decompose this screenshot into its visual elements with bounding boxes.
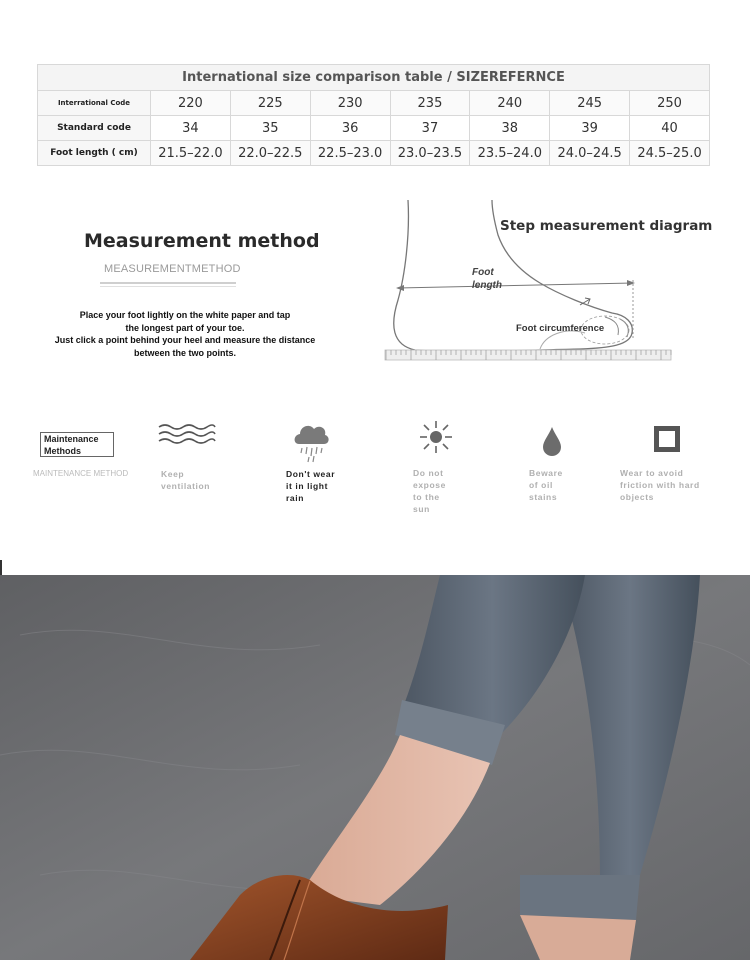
table-cell: 23.5–24.0 — [470, 141, 550, 166]
table-cell: 220 — [151, 91, 231, 116]
divider — [100, 286, 236, 287]
table-cell: 35 — [230, 116, 310, 141]
table-cell: 250 — [630, 91, 710, 116]
maintenance-title-line: Methods — [44, 446, 81, 456]
caption-line: of oil — [529, 480, 553, 490]
table-cell: 23.0–23.5 — [390, 141, 470, 166]
measurement-method-title: Measurement method — [84, 230, 320, 252]
foot-length-label — [472, 266, 502, 292]
table-cell: 225 — [230, 91, 310, 116]
foot-outline-diagram — [380, 195, 680, 370]
table-row — [38, 116, 710, 141]
caption-line: to the — [413, 492, 440, 502]
caption-line: rain — [286, 493, 304, 503]
care-caption-hard-objects — [620, 467, 700, 503]
divider — [0, 560, 2, 576]
care-caption-ventilation — [161, 468, 210, 492]
instruction-line: between the two points. — [133, 347, 236, 358]
caption-line: friction with hard — [620, 480, 700, 490]
hard-object-icon — [653, 425, 681, 453]
care-caption-rain — [286, 468, 335, 504]
table-row — [38, 141, 710, 166]
table-cell: 37 — [390, 116, 470, 141]
table-cell: 240 — [470, 91, 550, 116]
caption-line: expose — [413, 480, 446, 490]
instruction-line: the longest part of your toe. — [125, 322, 245, 333]
caption-line: sun — [413, 504, 430, 514]
table-cell: 245 — [550, 91, 630, 116]
caption-line: Do not — [413, 468, 444, 478]
measurement-method-subtitle: MEASUREMENTMETHOD — [104, 263, 241, 275]
instruction-line: Place your foot lightly on the white paper and tap — [79, 310, 291, 320]
table-cell: 34 — [151, 116, 231, 141]
rain-cloud-icon — [292, 420, 330, 466]
row-label-standard-code: Standard code — [38, 116, 151, 141]
table-cell: 22.0–22.5 — [230, 141, 310, 166]
size-comparison-table — [37, 64, 710, 166]
row-label-international-code: Interrational Code — [38, 91, 151, 116]
table-cell: 24.0–24.5 — [550, 141, 630, 166]
measurement-instructions — [40, 309, 330, 359]
caption-line: Keep — [161, 469, 185, 479]
caption-line: Wear to avoid — [620, 468, 684, 478]
row-label-foot-length: Foot length ( cm) — [38, 141, 151, 166]
table-row — [38, 91, 710, 116]
maintenance-title-line: Maintenance — [44, 434, 99, 444]
caption-line: ventilation — [161, 481, 211, 491]
maintenance-subtitle: MAINTENANCE METHOD — [33, 469, 129, 478]
size-table-title: International size comparison table / SIZEREFERNCE — [38, 65, 710, 91]
foot-length-label-line: length — [472, 280, 502, 291]
instruction-line: Just click a point behind your heel and measure the distance — [54, 335, 316, 345]
foot-length-label-line: Foot — [472, 267, 494, 278]
table-cell: 40 — [630, 116, 710, 141]
caption-line: Don't wear — [286, 469, 336, 479]
maintenance-title — [44, 433, 99, 457]
care-caption-sun — [413, 467, 446, 515]
product-photo — [0, 575, 750, 960]
sun-icon — [419, 420, 453, 454]
foot-circumference-label: Foot circumference — [516, 323, 605, 334]
table-cell: 235 — [390, 91, 470, 116]
caption-line: it in light — [286, 481, 329, 491]
oil-drop-icon — [541, 425, 563, 457]
table-cell: 21.5–22.0 — [151, 141, 231, 166]
waves-icon — [157, 423, 217, 445]
ruler — [385, 350, 671, 360]
caption-line: objects — [620, 492, 654, 502]
caption-line: Beware — [529, 468, 563, 478]
table-cell: 22.5–23.0 — [310, 141, 390, 166]
table-cell: 230 — [310, 91, 390, 116]
table-cell: 39 — [550, 116, 630, 141]
care-caption-oil — [529, 467, 563, 503]
step-diagram-title: Step measurement diagram — [500, 218, 713, 234]
caption-line: stains — [529, 492, 558, 502]
table-cell: 24.5–25.0 — [630, 141, 710, 166]
table-cell: 38 — [470, 116, 550, 141]
table-cell: 36 — [310, 116, 390, 141]
divider — [100, 282, 236, 284]
